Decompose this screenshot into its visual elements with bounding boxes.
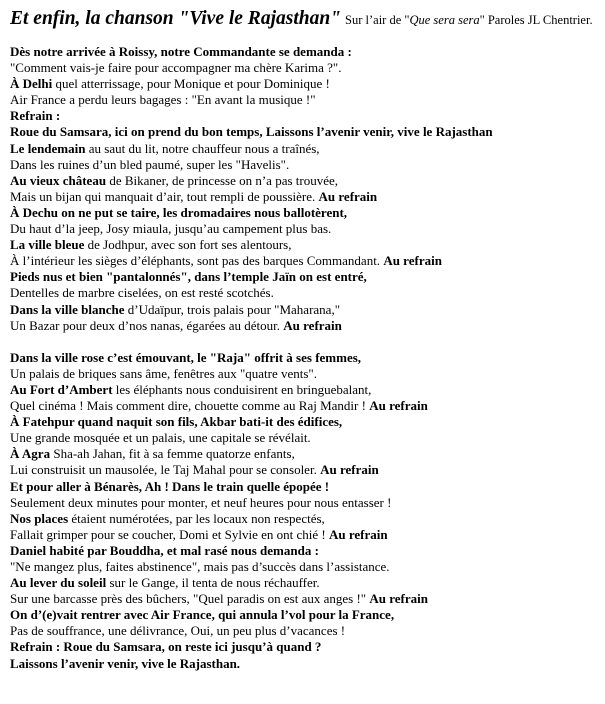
lyric-segment-bold: À Fatehpur quand naquit son fils, Akbar bati-it des édifices,	[10, 414, 343, 430]
lyric-segment-bold: Pieds nus et bien "pantalonnés", dans l’temple Jaïn on est entré,	[10, 269, 367, 285]
lyric-segment: au saut du lit, notre chauffeur nous a traînés,	[85, 140, 320, 156]
lyric-segment-bold: Au vieux château	[10, 172, 107, 188]
lyric-segment: étaient numérotées, par les locaux non respectés,	[68, 510, 325, 526]
lyric-line	[10, 221, 597, 237]
lyric-segment-bold: Au refrain	[318, 188, 378, 204]
lyric-line	[10, 269, 597, 285]
lyric-segment: d’Udaïpur, trois palais pour "Maharana,"	[124, 301, 341, 317]
lyric-segment: "Ne mangez plus, faites abstinence", mais pas d’succès dans l’assistance.	[10, 559, 390, 574]
lyric-segment-bold: Laissons l’avenir venir, vive le Rajasthan.	[10, 655, 241, 671]
lyric-line	[10, 479, 597, 495]
lyric-segment-bold: Nos places	[10, 510, 69, 526]
lyric-line	[10, 559, 597, 575]
stanza-gap	[10, 334, 597, 350]
lyric-segment: les éléphants nous conduisirent en bringuebalant,	[112, 381, 372, 397]
lyric-line	[10, 108, 597, 124]
lyric-line	[10, 398, 597, 414]
lyric-line	[10, 511, 597, 527]
lyric-line	[10, 495, 597, 511]
lyric-line	[10, 189, 597, 205]
lyric-segment-bold: À Delhi	[10, 76, 53, 92]
lyric-line	[10, 92, 597, 108]
lyric-line	[10, 543, 597, 559]
lyric-segment: Dans les ruines d’un bled paumé, super les "Havelis".	[10, 156, 290, 172]
lyric-line	[10, 414, 597, 430]
lyric-segment: Seulement deux minutes pour monter, et neuf heures pour nous entasser !	[10, 494, 392, 510]
lyric-segment-bold: Roue du Samsara, ici on prend du bon temps, Laissons l’avenir venir, vive le Rajasthan	[10, 124, 493, 140]
lyric-segment-bold: Le lendemain	[10, 140, 86, 156]
lyric-segment: Dentelles de marbre ciselées, on est resté scotchés.	[10, 285, 274, 301]
lyric-line	[10, 366, 597, 382]
lyric-line	[10, 205, 597, 221]
lyric-segment: Pas de souffrance, une délivrance, Oui, un peu plus d’vacances !	[10, 623, 346, 639]
lyric-segment: Sha-ah Jahan, fit à sa femme quatorze enfants,	[50, 446, 295, 462]
lyric-segment-bold: Refrain : Roue du Samsara, on reste ici jusqu’à quand ?	[10, 639, 322, 655]
lyric-segment-bold: Dans la ville blanche	[10, 301, 125, 317]
lyric-segment-bold: Refrain :	[10, 108, 61, 124]
song-credits	[345, 13, 593, 27]
lyric-segment-bold: Au refrain	[369, 591, 428, 607]
lyric-line	[10, 639, 597, 655]
title-line	[10, 6, 597, 36]
lyric-segment-bold: Dès notre arrivée à Roissy, notre Commandante se demanda :	[10, 44, 352, 59]
lyric-line	[10, 527, 597, 543]
lyric-segment: Un palais de briques sans âme, fenêtres aux "quatre vents".	[10, 365, 317, 381]
lyric-line	[10, 76, 597, 92]
lyric-segment: À l’intérieur les sièges d’éléphants, sont pas des barques Commandant.	[10, 253, 384, 269]
lyric-segment: de Jodhpur, avec son fort ses alentours,	[84, 237, 292, 253]
lyric-line	[10, 591, 597, 607]
credits-author: " Paroles JL Chentrier.	[479, 13, 593, 27]
lyric-line	[10, 350, 597, 366]
lyric-segment: Quel cinéma ! Mais comment dire, chouette comme au Raj Mandir !	[10, 398, 370, 414]
lyric-segment-bold: Au refrain	[328, 526, 388, 542]
lyric-segment-bold: Au Fort d’Ambert	[10, 381, 113, 397]
lyric-segment: Air France a perdu leurs bagages : "En avant la musique !"	[10, 92, 316, 108]
lyric-segment: Mais un bijan qui manquait d’air, tout rempli de poussière.	[10, 188, 319, 204]
lyric-segment: "Comment vais-je faire pour accompagner ma chère Karima ?".	[10, 60, 342, 76]
lyric-line	[10, 60, 597, 76]
lyric-segment-bold: Au lever du soleil	[10, 575, 107, 591]
lyric-line	[10, 157, 597, 173]
lyric-segment-bold: Dans la ville rose c’est émouvant, le "Raja" offrit à ses femmes,	[10, 349, 362, 365]
lyric-segment-bold: Et pour aller à Bénarès, Ah ! Dans le train quelle épopée !	[10, 478, 330, 494]
lyric-line	[10, 607, 597, 623]
lyric-segment-bold: On d’(e)vait rentrer avec Air France, qui annula l’vol pour la France,	[10, 607, 395, 623]
lyric-line	[10, 302, 597, 318]
lyric-line	[10, 237, 597, 253]
lyric-segment: Sur une barcasse près des bûchers, "Quel paradis on est aux anges !"	[10, 591, 370, 607]
original-tune-name: Que sera sera	[409, 13, 480, 27]
lyric-line	[10, 656, 597, 672]
lyric-segment-bold: La ville bleue	[10, 237, 85, 253]
lyric-line	[10, 430, 597, 446]
lyric-segment-bold: Au refrain	[369, 398, 428, 414]
lyric-line	[10, 285, 597, 301]
lyric-segment: Un Bazar pour deux d’nos nanas, égarées au détour.	[10, 317, 284, 333]
lyric-segment-bold: Au refrain	[283, 317, 342, 333]
lyric-line	[10, 124, 597, 140]
lyric-line	[10, 623, 597, 639]
stanza-2	[10, 350, 597, 672]
lyric-segment: de Bikaner, de princesse on n’a pas trouvée,	[106, 172, 339, 188]
lyrics-body	[10, 44, 597, 672]
lyric-segment: quel atterrissage, pour Monique et pour Dominique !	[52, 76, 330, 92]
credits-prefix: Sur l’air de "	[345, 13, 410, 27]
lyric-line	[10, 141, 597, 157]
lyric-segment-bold: Au refrain	[320, 462, 379, 478]
song-title: Et enfin, la chanson "Vive le Rajasthan"	[10, 8, 342, 29]
lyric-segment-bold: Daniel habité par Bouddha, et mal rasé nous demanda :	[10, 542, 319, 558]
lyric-segment: Fallait grimper pour se coucher, Domi et Sylvie en ont chié !	[10, 526, 329, 542]
lyric-line	[10, 318, 597, 334]
lyric-line	[10, 173, 597, 189]
lyric-line	[10, 44, 597, 60]
lyric-segment-bold: Au refrain	[383, 253, 442, 269]
lyric-line	[10, 253, 597, 269]
lyric-line	[10, 446, 597, 462]
lyric-segment: Une grande mosquée et un palais, une capitale se révélait.	[10, 430, 311, 446]
lyric-line	[10, 462, 597, 478]
lyric-segment-bold: À Agra	[10, 446, 51, 462]
lyric-segment: sur le Gange, il tenta de nous réchauffer.	[106, 575, 320, 591]
stanza-1	[10, 44, 597, 334]
lyric-line	[10, 575, 597, 591]
lyric-line	[10, 382, 597, 398]
lyric-segment-bold: À Dechu on ne put se taire, les dromadaires nous ballotèrent,	[10, 204, 348, 220]
lyric-segment: Lui construisit un mausolée, le Taj Mahal pour se consoler.	[10, 462, 321, 478]
lyric-segment: Du haut d’la jeep, Josy miaula, jusqu’au campement plus bas.	[10, 221, 332, 237]
